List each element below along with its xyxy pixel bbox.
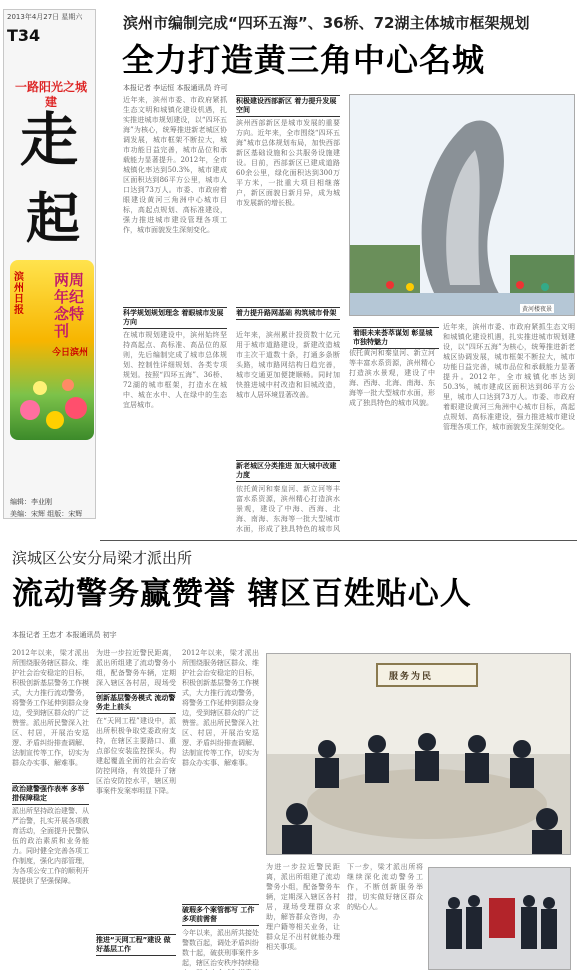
article1-headline: 全力打造黄三角中心名城 [122, 41, 486, 79]
article2-col3b: 今年以来，派出所共接处警数百起，调处矛盾纠纷数十起，破获刑事案件多起，辖区治安秩序持续稳 [182, 929, 259, 967]
article2-col1b: 派出所坚持政治建警、从严治警，扎实开展各项教育活动，全面提升民警队伍的政治素质和业务能力。同时健全完善各项工作制度，强化内部管理，为各项公安工作的顺利开展提供了坚强保障。 [12, 807, 89, 885]
calligraphy-qi: 起 [26, 186, 80, 250]
banner-slogan: 一路阳光之城建 [14, 80, 87, 109]
article2-headline: 流动警务赢赞誉 辖区百姓贴心人 [12, 576, 472, 612]
today-binzhou: 今日滨州 [52, 348, 89, 358]
article1-col2b: 近年来，滨州累计投资数十亿元用于城市道路建设，新建改造城市主次干道数十条，打通多条断头路，城市路网结构日趋完善，城市交通更加便捷顺畅。同时加快推进城中村改造和旧城改造，城市人居环境显著改善。 [236, 331, 340, 399]
article2-section-heading: 政治建警强作表率 多举措保障稳定 [12, 783, 89, 805]
article1-col1: 近年来，滨州市委、市政府紧抓生态文明和城镇化建设机遇，扎实推进城市规划建设，以“四环五海”为核心，统筹推进新老城区协调发展，城市框架不断拉大，城市功能日益完善，城市品位和承载能力显著提升。2012年，全市城镇化率达到50.3%，城市建成区面积达到86平方公里，城市人口达到73万人。市委、市政府着眼建设黄河三角洲中心城市目标，高起点规划、高标准建设，强力推进城市建设管理各项工作，城市面貌发生深刻变化。 [123, 96, 227, 234]
meeting-photo [266, 653, 571, 855]
newspaper-logo: 滨州日报 [14, 272, 24, 316]
article1-section-heading: 科学规划规划理念 着眼城市发展方向 [123, 307, 227, 329]
article2-section-heading: 破瑕多个案管都写 工作多项前需督 [182, 904, 259, 926]
design-credit: 美编：宋辉 组版：宋辉 [10, 510, 83, 518]
wall-plaque-text: 服务为民 [389, 672, 434, 682]
article1-col1b: 在城市规划建设中，滨州始终坚持高起点、高标准、高品位的原则，先后编制完成了城市总体规划、控制性详细规划、各类专项规划。按照“四环五海”、36桥、72湖的城市框架，打造水在城中、城在水中、人在绿中的生态宜居城市。 [123, 331, 227, 409]
article2-col3: 2012年以来，梁才派出所围绕服务辖区群众、维护社会治安稳定的目标，积极创新基层警务工作模式，大力推行流动警务，将警务工作延伸到群众身边，受到辖区群众的广泛赞誉。派出所民警深入社区、村居，开展治安巡逻、矛盾纠纷排查调解、法制宣传等工作，切实为群众办实事、解难事。 [182, 649, 259, 767]
article2-section-heading: 创新基层警务模式 流动警务走上前头 [96, 692, 176, 714]
issue-date: 2013年4月27日 星期六 [7, 13, 83, 21]
article2-byline: 本报记者 王忠才 本报通讯员 初宇 [12, 631, 117, 639]
article1-section-heading: 着眼未来荟萃谋划 彰显城市独特魅力 [353, 327, 439, 349]
article1-section-heading: 积极建设西部新区 着力提升发展空间 [236, 95, 340, 117]
article1-subtitle: 滨州市编制完成“四环五海”、36桥、72湖主体城市框架规划 [123, 14, 530, 32]
police-group-photo [428, 867, 571, 970]
article1-col4: 近年来，滨州市委、市政府紧抓生态文明和城镇化建设机遇，扎实推进城市规划建设，以“四环五海”为核心，统筹推进新老城区协调发展，城市框架不断拉大，城市功能日益完善，城市品位和承载能力显著提升。2012年，全市城镇化率达到50.3%，城市建成区面积达到86平方公里，城市人口达到73万人。市委、市政府着眼建设黄河三角洲中心城市目标，高起点规划、高标准建设，强力推进城市建设管理各项工作，城市面貌发生深刻变化。 [443, 323, 575, 431]
article1-col2: 滨州西部新区是城市发展的重要方向。近年来，全市围绕“四环五海”城市总体规划布局，加快西部新区基础设施和公共服务设施建设。目前，西部新区已建成道路60余公里，绿化面积达到300万平方米，一批重大项目相继落户，新区面貌日新月异，成为城市发展新的增长极。 [236, 119, 340, 207]
sculpture-photo [349, 94, 575, 316]
article2-col1: 2012年以来，梁才派出所围绕服务辖区群众、维护社会治安稳定的目标，积极创新基层警务工作模式，大力推行流动警务，将警务工作延伸到群众身边，受到辖区群众的广泛赞誉。派出所民警深入社区、村居，开展治安巡逻、矛盾纠纷排查调解、法制宣传等工作，切实为群众办实事、解难事。 [12, 649, 89, 767]
article2-col2: 为进一步拉近警民距离，派出所组建了流动警务小组，配备警务车辆，定期深入辖区各村居，现场受 [96, 649, 176, 687]
section-divider [100, 540, 577, 541]
calligraphy-zou: 走 [20, 106, 79, 174]
photo1-caption: 黄河楼夜景 [522, 306, 553, 313]
special-issue-banner [3, 9, 96, 519]
police-meeting-image [267, 654, 571, 855]
article1-byline: 本报记者 李运恒 本报通讯员 许可 [123, 84, 228, 92]
article2-subtitle: 滨城区公安分局梁才派出所 [12, 549, 193, 567]
anniversary-label: 两周年纪念特刊 [54, 271, 85, 340]
article1-section-heading: 着力提升路网基础 构筑城市骨架 [236, 307, 340, 320]
article2-section-heading: 推进“天网工程”建设 做好基层工作 [96, 934, 176, 956]
article2-col2b: 在“天网工程”建设中，派出所积极争取党委政府支持，在辖区主要路口、重点部位安装监控探头，构建起覆盖全面的社会治安防控网络，有效提升了辖区治安防控水平，辖区刑事案件发案率明显下降。 [96, 717, 176, 795]
article1-col2c: 依托黄河和秦皇河、新立河等丰富水系资源，滨州精心打造滨水景观，建设了中海、西海、北海、南海、东海等一批大型城市水面，形成了独具特色的城市风 [236, 485, 340, 533]
article1-col3: 依托黄河和秦皇河、新立河等丰富水系资源，滨州精心打造滨水景观，建设了中海、西海、北海、南海、东海等一批大型城市水面，形成了独具特色的城市风貌。 [349, 349, 435, 407]
article2-col5: 下一步，梁才派出所将继续深化流动警务工作，不断创新服务举措，切实做好辖区群众的贴心人。 [347, 863, 423, 911]
editor-credit: 编辑：李业刚 [10, 498, 52, 506]
article2-col4: 为进一步拉近警民距离，派出所组建了流动警务小组，配备警务车辆，定期深入辖区各村居，现场受理群众求助，解答群众咨询，办理户籍等相关业务，让群众足不出村就能办理相关事项。 [266, 863, 340, 951]
page-number: T34 [7, 26, 41, 45]
sculpture-image [350, 95, 575, 316]
police-group-image [429, 868, 571, 970]
article1-section-heading: 新老城区分类推进 加大城中改建力度 [236, 460, 340, 482]
